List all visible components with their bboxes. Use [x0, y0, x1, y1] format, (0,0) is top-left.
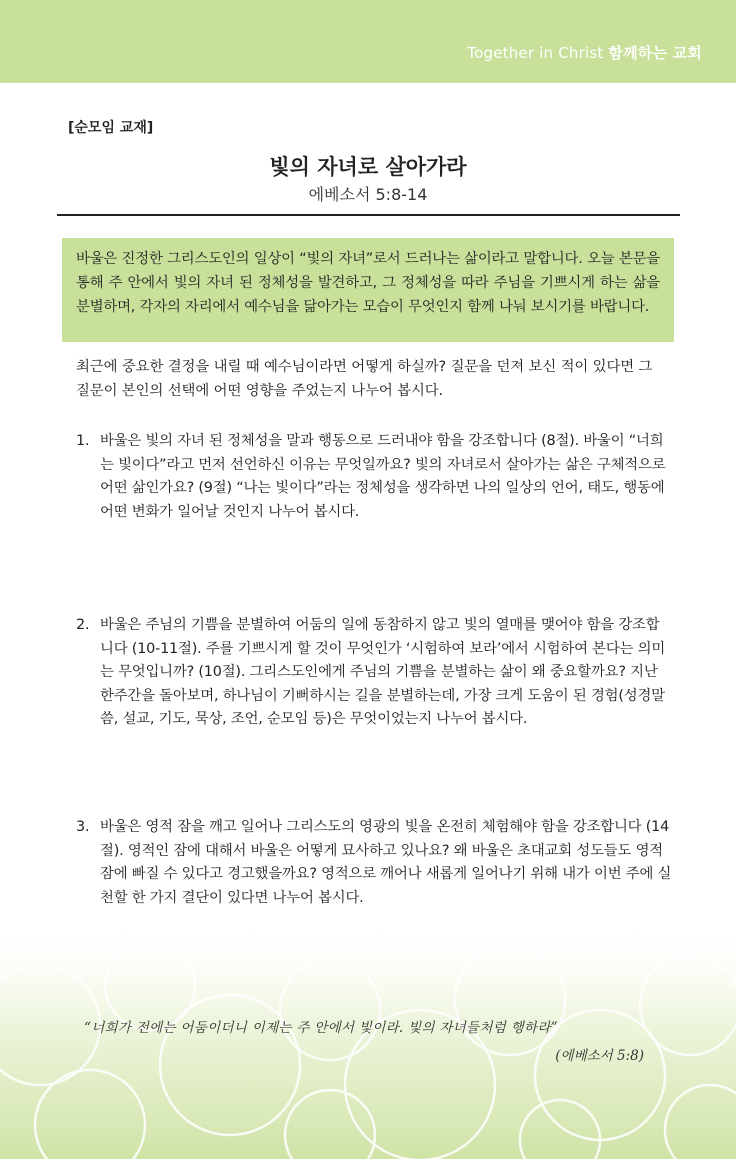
- page-title: 빛의 자녀로 살아가라: [269, 155, 467, 179]
- title-divider: [57, 214, 680, 216]
- question-number: 1.: [76, 433, 90, 449]
- decorative-circles-background: [0, 915, 736, 1159]
- question-number: 3.: [76, 819, 90, 835]
- question-1: [76, 430, 672, 524]
- scripture-reference: 에베소서 5:8-14: [308, 185, 428, 204]
- church-brand: [467, 42, 702, 63]
- lead-question: 최근에 중요한 결정을 내릴 때 예수님이라면 어떻게 하실까? 질문을 던져 보신 적이 있다면 그 질문이 본인의 선택에 어떤 영향을 주었는지 나누어 봅시다.: [76, 359, 653, 399]
- memory-verse-reference: (에베소서 5:8): [555, 1048, 644, 1064]
- question-text: 바울은 빛의 자녀 된 정체성을 말과 행동으로 드러내야 함을 강조합니다 (8절). 바울이 “너희는 빛이다”라고 먼저 선언하신 이유는 무엇일까요? 빛의 자녀로서 살아가는 삶은 구체적으로 어떤 삶인가요? (9절) “나는 빛이다”라는 정체성을 생각하면 나의 일상의 언어, 태도, 행동에 어떤 변화가 일어날 것인지 나누어 봅시다.: [100, 433, 666, 520]
- question-text: 바울은 주님의 기쁨을 분별하여 어둠의 일에 동참하지 않고 빛의 열매를 맺어야 함을 강조합니다 (10-11절). 주를 기쁘시게 할 것이 무엇인가 ‘시험하여 보라’에서 시험하여 본다는 의미는 무엇입니까? (10절). 그리스도인에게 주님의 기쁨을 분별하는 삶이 왜 중요할까요? 지난 한주간을 돌아보며, 하나님이 기뻐하시는 길을 분별하는데, 가장 크게 도움이 된 경험(성경말씀, 설교, 기도, 묵상, 조언, 순모임 등)은 무엇이었는지 나누어 봅시다.: [100, 617, 666, 727]
- memory-verse: “너희가 전에는 어둠이더니 이제는 주 안에서 빛이라. 빛의 자녀들처럼 행하라”: [84, 1020, 558, 1036]
- question-number: 2.: [76, 617, 90, 633]
- brand-english: Together in Christ: [467, 44, 604, 62]
- question-text: 바울은 영적 잠을 깨고 일어나 그리스도의 영광의 빛을 온전히 체험해야 함을 강조합니다 (14절). 영적인 잠에 대해서 바울은 어떻게 묘사하고 있나요? 왜 바울은 초대교회 성도들도 영적 잠에 빠질 수 있다고 경고했을까요? 영적으로 깨어나 새롭게 일어나기 위해 내가 이번 주에 실천할 한 가지 결단이 있다면 나누어 봅시다.: [100, 819, 672, 906]
- document-label: [순모임 교재]: [68, 120, 154, 136]
- question-2: [76, 614, 672, 732]
- brand-korean: 함께하는 교회: [608, 44, 702, 62]
- intro-box: 바울은 진정한 그리스도인의 일상이 “빛의 자녀”로서 드러나는 삶이라고 말합니다. 오늘 본문을 통해 주 안에서 빛의 자녀 된 정체성을 발견하고, 그 정체성을 따라 주님을 기쁘시게 하는 삶을 분별하며, 각자의 자리에서 예수님을 닮아가는 모습이 무엇인지 함께 나눠 보시기를 바랍니다.: [62, 238, 674, 342]
- question-3: [76, 816, 672, 910]
- header-band: [0, 0, 736, 83]
